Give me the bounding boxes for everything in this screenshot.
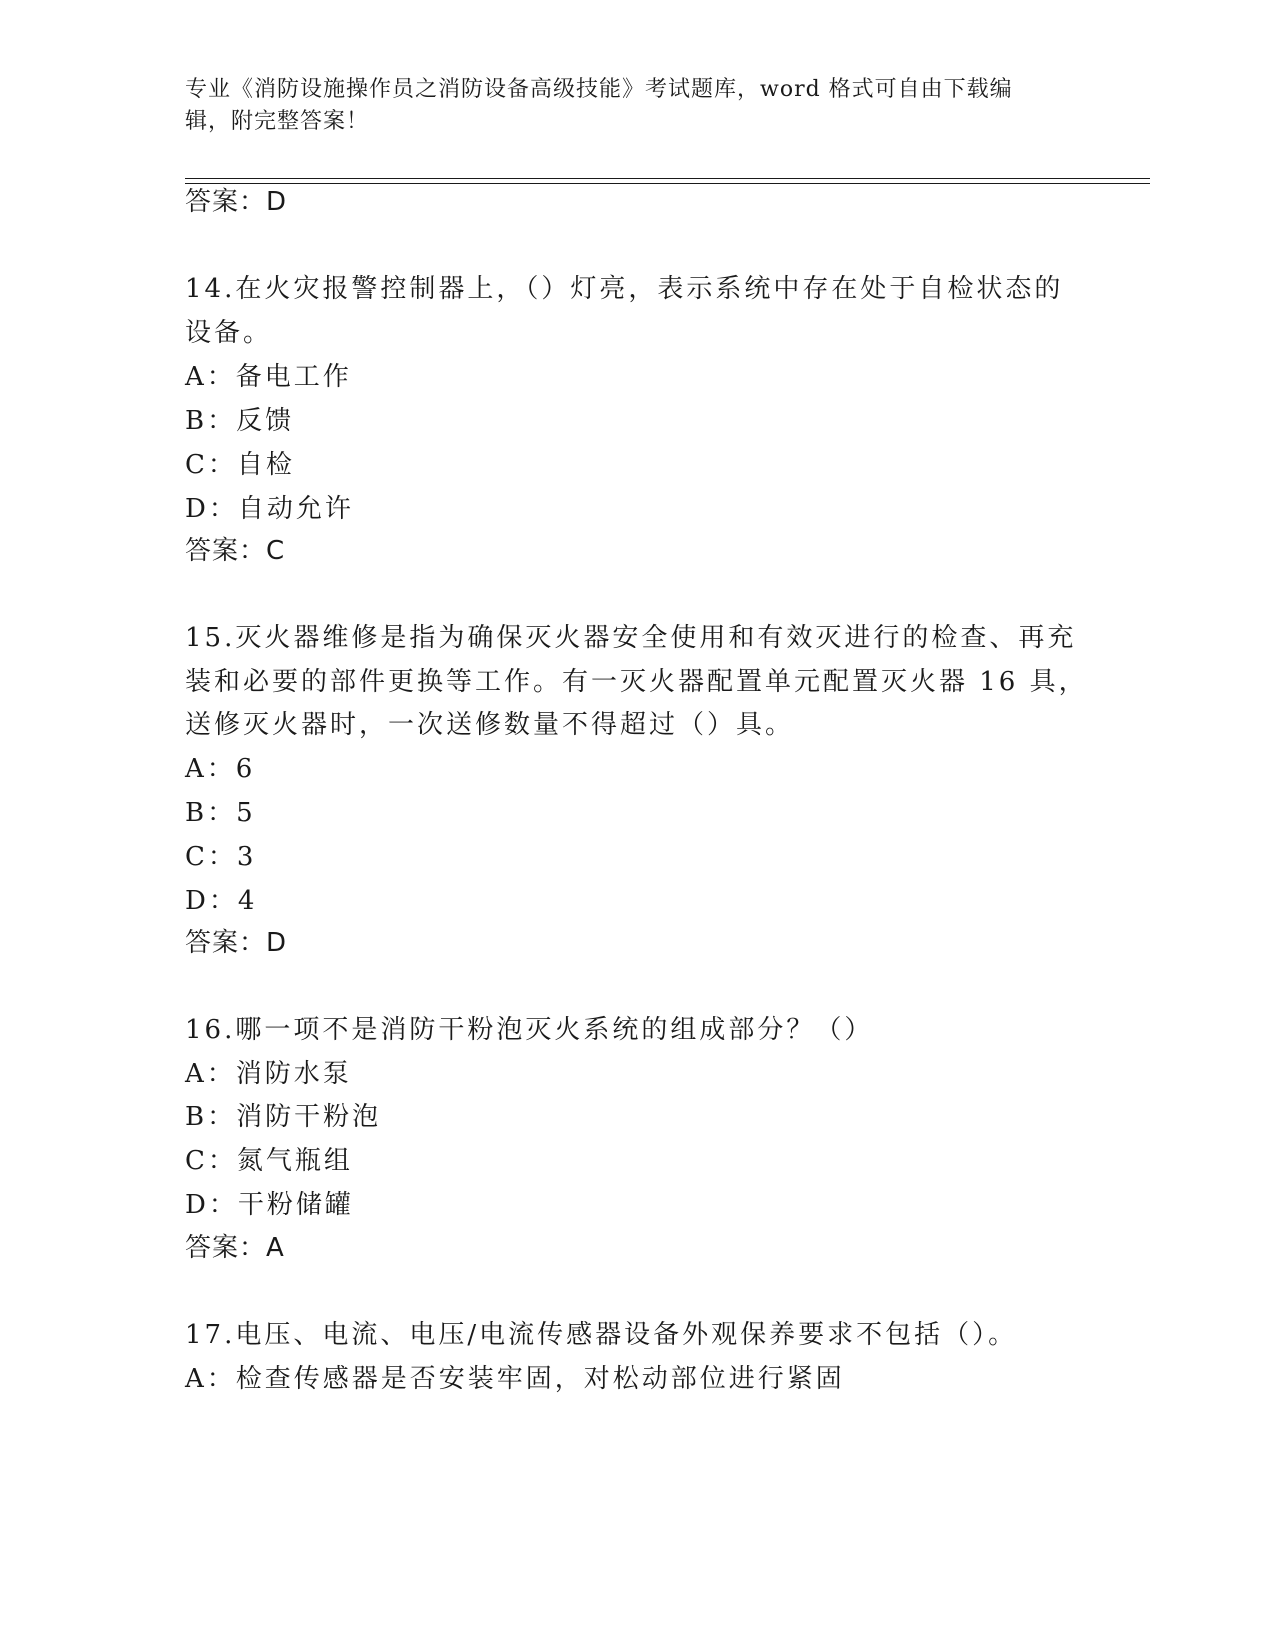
option-c: C：氮气瓶组	[185, 1146, 353, 1176]
question-text: 17.电压、电流、电压/电流传感器设备外观保养要求不包括（）。	[185, 1320, 1018, 1350]
question-text: 送修灭火器时，一次送修数量不得超过（）具。	[185, 710, 795, 740]
option-c: C：自检	[185, 450, 295, 480]
header-divider-bottom	[185, 183, 1150, 184]
header-line-2: 辑，附完整答案！	[185, 109, 370, 134]
option-a: A：检查传感器是否安装牢固，对松动部位进行紧固	[185, 1364, 845, 1394]
option-d: D：自动允许	[185, 494, 354, 524]
answer-line: 答案：C	[185, 536, 286, 566]
option-c: C：3	[185, 842, 257, 872]
option-b: B：反馈	[185, 406, 295, 436]
option-d: D：4	[185, 886, 258, 916]
header-line-1: 专业《消防设施操作员之消防设备高级技能》考试题库，word 格式可自由下载编	[185, 77, 1013, 102]
question-text: 14.在火灾报警控制器上，（）灯亮，表示系统中存在处于自检状态的	[185, 274, 1064, 304]
option-a: A：消防水泵	[185, 1059, 352, 1089]
answer-line: 答案：D	[185, 928, 288, 958]
option-a: A：6	[185, 754, 256, 784]
header-divider-top	[185, 178, 1150, 179]
answer-line: 答案：A	[185, 1233, 285, 1263]
option-d: D：干粉储罐	[185, 1190, 354, 1220]
question-text: 15.灭火器维修是指为确保灭火器安全使用和有效灭进行的检查、再充	[185, 623, 1077, 653]
question-text: 16.哪一项不是消防干粉泡灭火系统的组成部分？（）	[185, 1015, 874, 1045]
document-header	[185, 74, 1065, 138]
question-text: 装和必要的部件更换等工作。有一灭火器配置单元配置灭火器 16 具，	[185, 667, 1088, 697]
option-a: A：备电工作	[185, 362, 352, 392]
option-b: B：5	[185, 798, 256, 828]
option-b: B：消防干粉泡	[185, 1102, 382, 1132]
question-text: 设备。	[185, 318, 273, 348]
answer-line: 答案：D	[185, 187, 288, 217]
